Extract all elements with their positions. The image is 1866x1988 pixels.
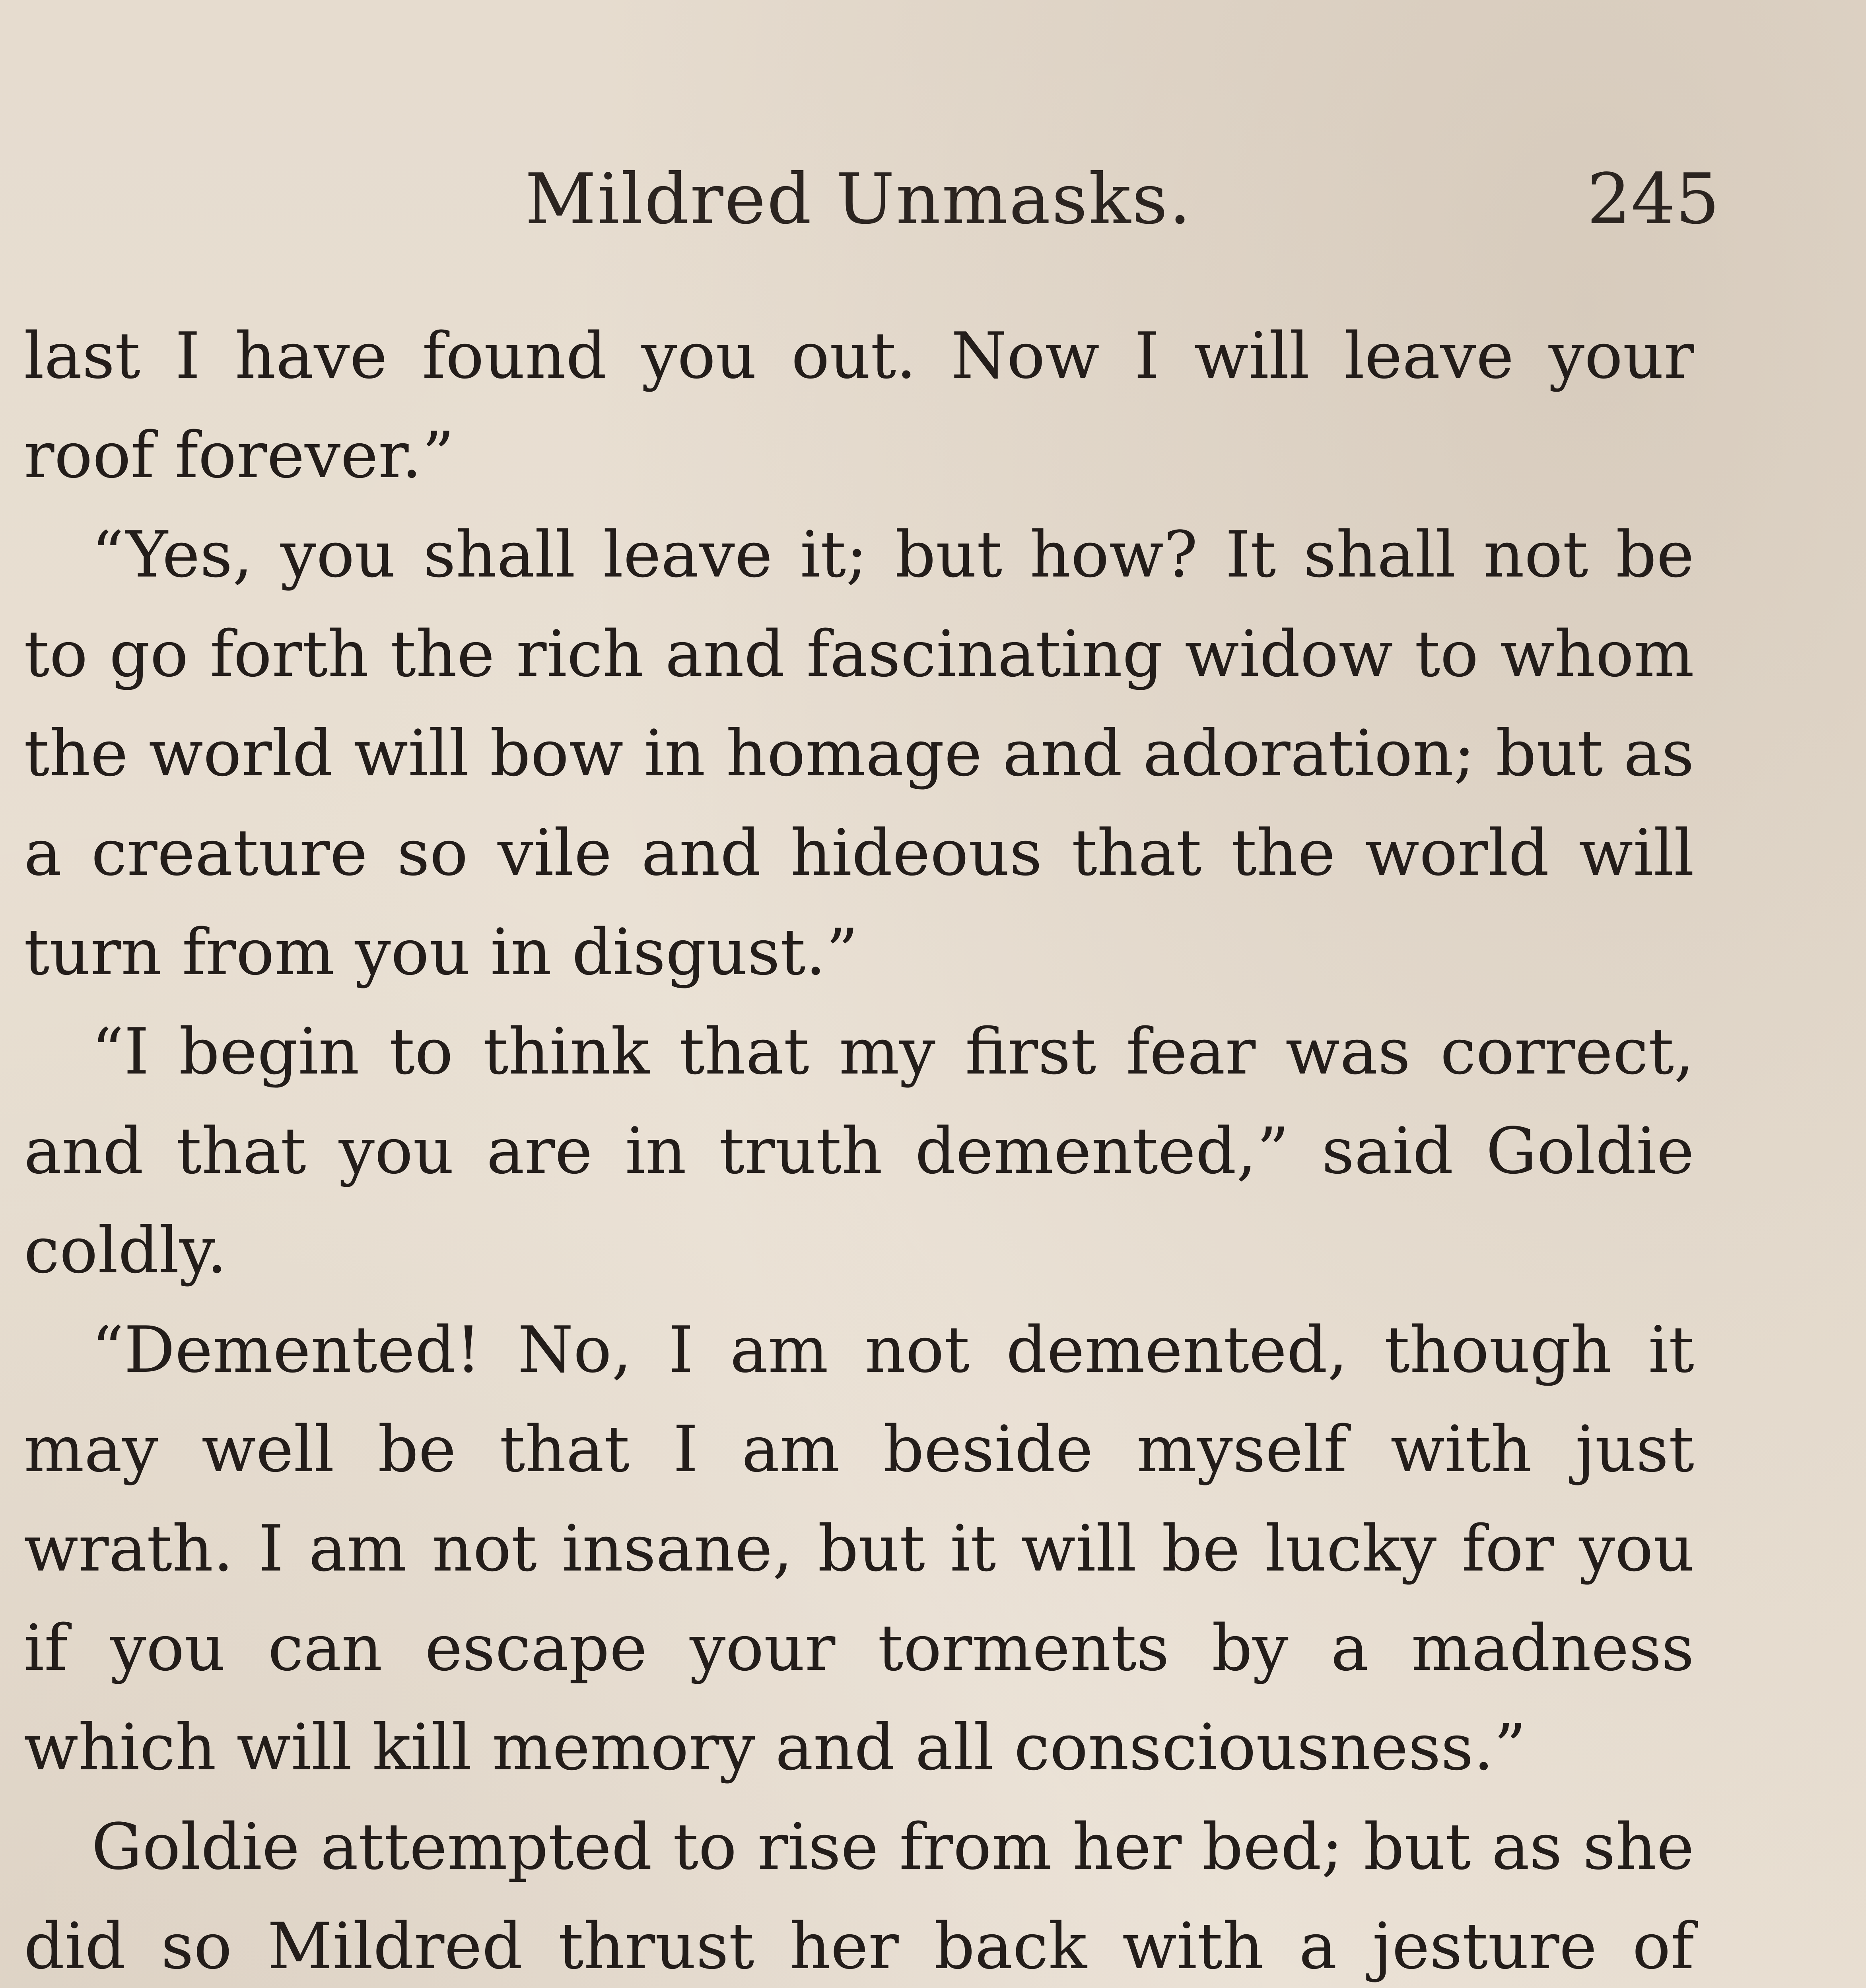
page-number: 245	[1587, 159, 1720, 240]
paragraph: “Demented! No, I am not demented, though it may well be that I am beside myself with just wrath. I am not insane, but it will be lucky for you if you can escape your torments by a madness which will kill memory and all consciousness.”	[24, 1312, 1694, 1784]
paragraph: “I begin to think that my first fear was correct, and that you are in truth demented,” said Goldie coldly.	[24, 1014, 1694, 1287]
running-title: Mildred Unmasks.	[525, 159, 1192, 240]
paragraph: Goldie attempted to rise from her bed; but as she did so Mildred thrust her back with a jesture of	[24, 1809, 1694, 1983]
paragraph: “Yes, you shall leave it; but how? It shall not be to go forth the rich and fascinating widow to whom the world will bow in homage and adoration; but as a creature so vile and hideous that the world will turn from you in disgust.”	[24, 517, 1694, 989]
body-text	[24, 306, 1694, 1988]
paragraph: last I have found you out. Now I will leave your roof forever.”	[24, 318, 1694, 492]
page-header	[0, 159, 1866, 239]
